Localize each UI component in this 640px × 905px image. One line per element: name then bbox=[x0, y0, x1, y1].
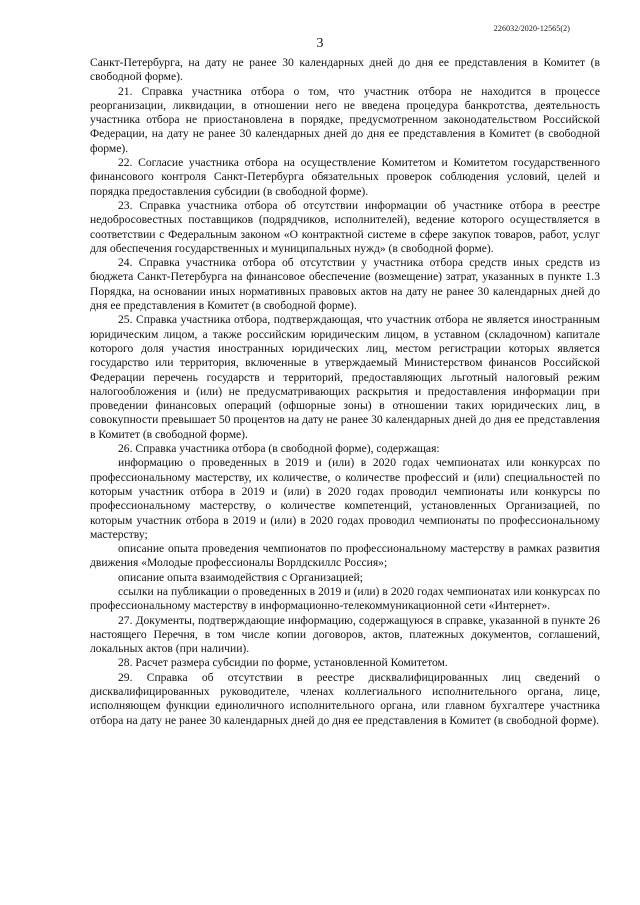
paragraph-item-23: 23. Справка участника отбора об отсутствии информации об участнике отбора в реестре недобросовестных поставщиков (подрядчиков, исполнителей), ведение которого осуществляется в соответствии с Федеральным законом «О контрактной системе в сфере закупок товаров, работ, услуг для обеспечения государственных и муниципальных нужд» (в свободной форме). bbox=[90, 198, 600, 255]
document-registration-number: 226032/2020-12565(2) bbox=[493, 24, 570, 33]
paragraph-item-26-experience: описание опыта проведения чемпионатов по профессиональному мастерству в рамках развития движения «Молодые профессионалы Ворлдскиллс Россия»; bbox=[90, 542, 600, 570]
document-body bbox=[90, 56, 600, 728]
page-number: 3 bbox=[316, 36, 324, 51]
paragraph-item-28: 28. Расчет размера субсидии по форме, установленной Комитетом. bbox=[118, 656, 448, 670]
paragraph-item-26-cooperation: описание опыта взаимодействия с Организацией; bbox=[118, 570, 363, 584]
paragraph-item-22: 22. Согласие участника отбора на осуществление Комитетом и Комитетом государственного финансового контроля Санкт-Петербурга обязательных проверок соблюдения условий, целей и порядка предоставления субсидии (в свободной форме). bbox=[90, 156, 600, 198]
paragraph-item-29: 29. Справка об отсутствии в реестре дисквалифицированных лиц сведений о дисквалифицированных руководителе, членах коллегиального исполнительного органа, лице, исполняющем функции единоличного исполнительного органа, или главном бухгалтере участника отбора на дату не ранее 30 календарных дней до дня ее представления в Комитет (в свободной форме). bbox=[90, 670, 600, 727]
paragraph-item-26-links: ссылки на публикации о проведенных в 2019 и (или) в 2020 годах чемпионатах или конкурсах по профессиональному мастерству в информационно-телекоммуникационной сети «Интернет». bbox=[90, 584, 600, 613]
paragraph-item-25: 25. Справка участника отбора, подтверждающая, что участник отбора не является иностранным юридическим лицом, а также российским юридическим лицом, в уставном (складочном) капитале которого доля участия иностранных юридических лиц, местом регистрации которых является государство или территория, включенные в утверждаемый Министерством финансов Российской Федерации перечень государств и территорий, предоставляющих льготный налоговый режим налогообложения и (или) не предусматривающих раскрытия и предоставления информации при проведении финансовых операций (офшорные зоны) в отношении таких юридических лиц, в совокупности превышает 50 процентов на дату не ранее 30 календарных дней до дня ее представления в Комитет (в свободной форме). bbox=[90, 313, 600, 441]
paragraph-item-24: 24. Справка участника отбора об отсутствии у участника отбора средств иных средств из бюджета Санкт-Петербурга на финансовое обеспечение (возмещение) затрат, указанных в пункте 1.3 Порядка, на основании иных нормативных правовых актов на дату не ранее 30 календарных дней до дня ее представления в Комитет (в свободной форме). bbox=[90, 256, 600, 313]
paragraph-item-26-info: информацию о проведенных в 2019 и (или) в 2020 годах чемпионатах или конкурсах по профессиональному мастерству, их количестве, о количестве профессий и (или) специальностей по которым участник отбора в 2019 и (или) в 2020 годах проводил чемпионаты или конкурсы по профессиональному мастерству, о количестве компетенций, установленных Организацией, по которым участник отбора в 2019 и (или) в 2020 годах проводил чемпионаты по профессиональному мастерству; bbox=[90, 456, 600, 541]
paragraph-item-26: 26. Справка участника отбора (в свободной форме), содержащая: bbox=[118, 442, 440, 456]
paragraph-item-27: 27. Документы, подтверждающие информацию, содержащуюся в справке, указанной в пункте 26 настоящего Перечня, в том числе копии договоров, актов, платежных документов, соглашений, локальных актов (при наличии). bbox=[90, 613, 600, 656]
paragraph-item-21: 21. Справка участника отбора о том, что участник отбора не находится в процессе реорганизации, ликвидации, в отношении него не введена процедура банкротства, деятельность участника отбора не приостановлена в порядке, предусмотренном законодательством Российской Федерации, на дату не ранее 30 календарных дней до дня ее представления в Комитет (в свободной форме). bbox=[90, 84, 600, 155]
paragraph-continuation: Санкт-Петербурга, на дату не ранее 30 календарных дней до дня ее представления в Комитет (в свободной форме). bbox=[90, 56, 600, 84]
